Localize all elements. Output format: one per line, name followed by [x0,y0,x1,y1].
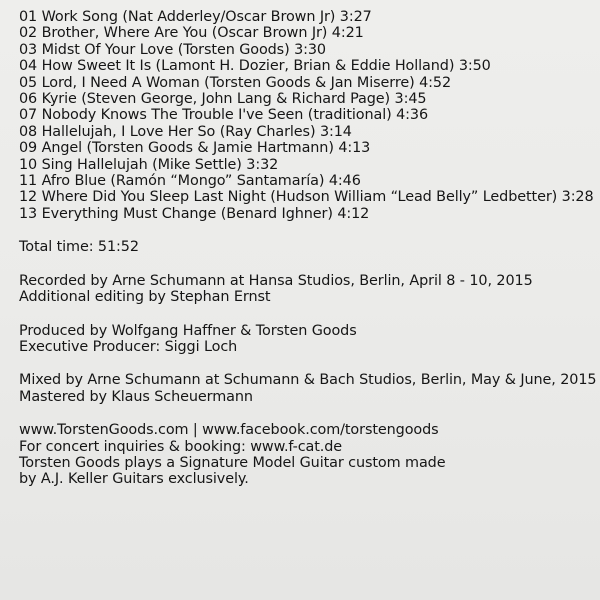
producer-credit: Produced by Wolfgang Haffner & Torsten Goods [19,322,357,339]
recording-credits [19,273,594,306]
total-time-block [19,239,594,255]
total-time: Total time: 51:52 [19,239,139,256]
recorded-credit: Recorded by Arne Schumann at Hansa Studios, Berlin, April 8 - 10, 2015 [19,272,533,289]
track-item: 04 How Sweet It Is (Lamont H. Dozier, Brian & Eddie Holland) 3:50 [19,58,491,75]
track-item: 12 Where Did You Sleep Last Night (Hudson William “Lead Belly” Ledbetter) 3:28 [19,189,594,206]
track-item: 13 Everything Must Change (Benard Ighner) 4:12 [19,205,370,222]
track-item: 06 Kyrie (Steven George, John Lang & Richard Page) 3:45 [19,91,427,108]
liner-notes [19,9,597,488]
track-item: 09 Angel (Torsten Goods & Jamie Hartmann) 4:13 [19,140,371,157]
booking-info: For concert inquiries & booking: www.f-cat.de [19,438,343,455]
mastering-credit: Mastered by Klaus Scheuermann [19,388,253,405]
track-item: 01 Work Song (Nat Adderley/Oscar Brown Jr) 3:27 [19,9,372,25]
track-item: 10 Sing Hallelujah (Mike Settle) 3:32 [19,156,279,173]
editing-credit: Additional editing by Stephan Ernst [19,289,271,306]
track-item: 03 Midst Of Your Love (Torsten Goods) 3:30 [19,41,326,58]
contact-info [19,422,594,488]
track-list [19,9,594,222]
guitar-endorsement-line-2: by A.J. Keller Guitars exclusively. [19,471,249,488]
track-item: 05 Lord, I Need A Woman (Torsten Goods & Jan Miserre) 4:52 [19,74,452,91]
mixing-credits [19,372,597,405]
guitar-endorsement-line-1: Torsten Goods plays a Signature Model Guitar custom made [19,454,446,471]
track-item: 07 Nobody Knows The Trouble I've Seen (traditional) 4:36 [19,107,429,124]
web-links: www.TorstenGoods.com | www.facebook.com/torstengoods [19,422,439,439]
mixing-credit: Mixed by Arne Schumann at Schumann & Bach Studios, Berlin, May & June, 2015 [19,372,597,389]
production-credits [19,323,594,356]
executive-producer-credit: Executive Producer: Siggi Loch [19,338,238,355]
track-item: 02 Brother, Where Are You (Oscar Brown Jr) 4:21 [19,25,364,42]
track-item: 08 Hallelujah, I Love Her So (Ray Charles) 3:14 [19,123,352,140]
track-item: 11 Afro Blue (Ramón “Mongo” Santamaría) 4:46 [19,173,361,190]
